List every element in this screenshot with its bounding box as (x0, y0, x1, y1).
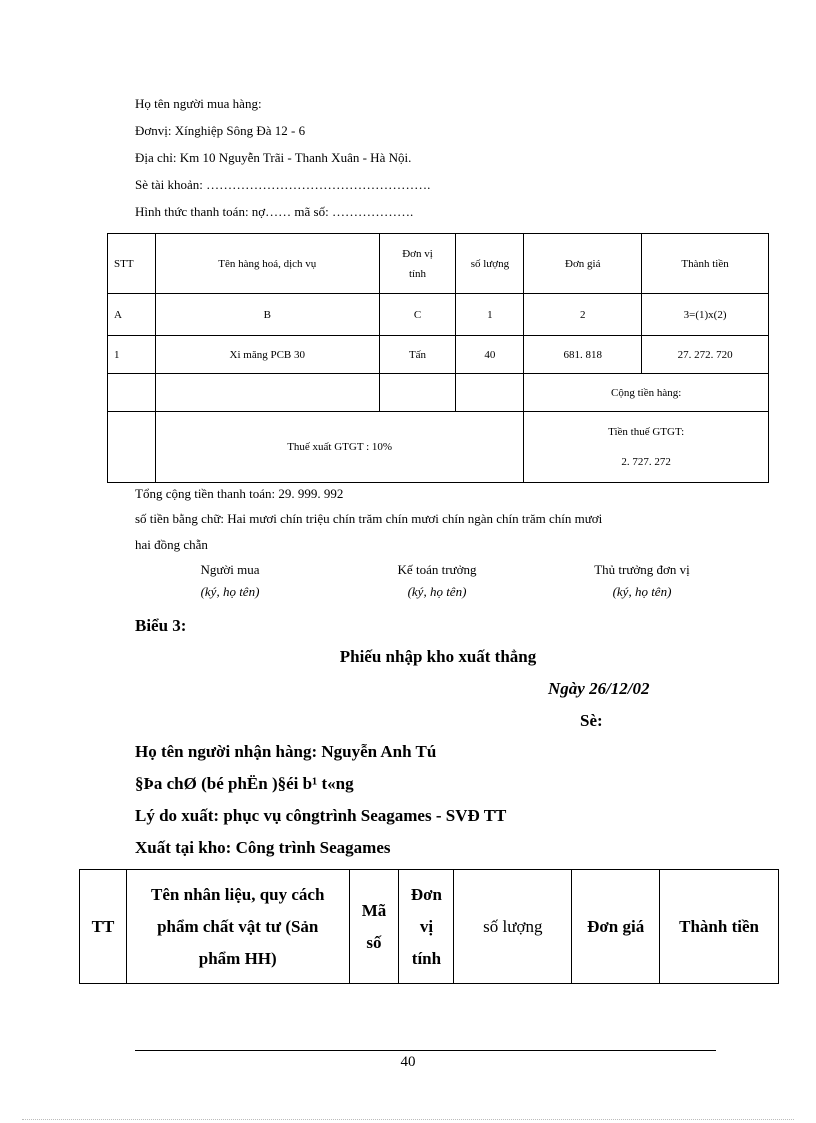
signature-note: (ký, họ tên) (407, 584, 467, 599)
receipt-date: Ngày 26/12/02 (548, 679, 650, 698)
signature-note: (ký, họ tên) (612, 584, 672, 599)
table-header-row (80, 870, 779, 984)
receipt-title: Phiếu nhập kho xuất thẳng (339, 647, 537, 666)
account-line: Sè tài khoản: ……………………………………………. (135, 177, 431, 192)
header-unit-line: tính (411, 948, 442, 968)
department-line: §Þa chØ (bé phËn )§éi b¹ t«ng (135, 774, 354, 793)
header-code-line: Mã (361, 900, 387, 920)
code-a: A (108, 294, 156, 336)
header-quantity: số lượng (454, 870, 572, 984)
signature-chief-accountant (362, 562, 512, 600)
vat-value: 2. 727. 272 (621, 456, 671, 468)
buyer-name-line: Họ tên người mua hàng: (135, 96, 262, 111)
header-stt: STT (108, 234, 156, 294)
table-header-row (108, 234, 769, 294)
signature-note: (ký, họ tên) (200, 584, 260, 599)
header-tt: TT (80, 870, 127, 984)
table-row (108, 412, 769, 483)
header-unit-line1: Đơn vị (402, 247, 433, 260)
header-material-name-line: phẩm HH) (198, 948, 277, 968)
code-3: 3=(1)x(2) (642, 294, 769, 336)
header-unit-price: Đơn giá (572, 870, 660, 984)
code-b: B (155, 294, 379, 336)
unit-line: Đơnvị: Xínghiệp Sông Đà 12 - 6 (135, 123, 306, 138)
header-unit-line: vị (419, 916, 434, 936)
header-material-name-line: Tên nhân liệu, quy cách (151, 884, 325, 904)
header-amount: Thành tiền (642, 234, 769, 294)
vat-rate: Thuế xuất GTGT : 10% (155, 412, 523, 483)
header-amount: Thành tiền (660, 870, 779, 984)
payment-line: Hình thức thanh toán: nợ…… mã số: ………………. (135, 204, 414, 219)
amount-in-words-2: hai đồng chẵn (135, 537, 208, 552)
signature-buyer (160, 562, 300, 600)
signature-role: Kế toán trưởng (397, 562, 477, 577)
total-payment: Tổng cộng tiền thanh toán: 29. 999. 992 (135, 486, 344, 501)
code-c: C (379, 294, 456, 336)
header-material-name-line: phẩm chất vật tư (Sản (157, 916, 319, 936)
signature-role: Thủ trưởng đơn vị (594, 562, 690, 577)
receiver-line: Họ tên người nhận hàng: Nguyễn Anh Tú (135, 742, 437, 761)
header-unit (379, 234, 456, 294)
item-amount: 27. 272. 720 (642, 336, 769, 374)
page-number: 40 (400, 1054, 416, 1070)
header-unit-line2: tính (408, 267, 427, 280)
header-material-name (126, 870, 349, 984)
code-2: 2 (524, 294, 642, 336)
item-unit-price: 681. 818 (524, 336, 642, 374)
header-code (349, 870, 399, 984)
appendix-label: Biểu 3: (135, 616, 187, 635)
receipt-number: Sè: (580, 711, 603, 730)
invoice-table (107, 233, 769, 483)
table-row (108, 374, 769, 412)
page-edge-divider (22, 1119, 794, 1120)
header-unit-price: Đơn giá (524, 234, 642, 294)
vat-label: Tiền thuế GTGT: (608, 426, 685, 438)
header-code-line: số (366, 932, 382, 952)
item-quantity: 40 (456, 336, 524, 374)
header-item-name: Tên hàng hoá, dịch vụ (155, 234, 379, 294)
vat-cell (524, 412, 769, 483)
warehouse-line: Xuất tại kho: Công trình Seagames (135, 838, 391, 857)
subtotal-label: Cộng tiền hàng: (524, 374, 769, 412)
amount-in-words-1: số tiền bằng chữ: Hai mươi chín triệu chín trăm chín mươi chín ngàn chín trăm chín mươi (135, 511, 603, 526)
address-line: Địa chỉ: Km 10 Nguyễn Trãi - Thanh Xuân - Hà Nội. (135, 150, 412, 165)
signature-head-of-unit (567, 562, 717, 600)
item-unit: Tấn (379, 336, 456, 374)
footer-rule (135, 1050, 716, 1051)
table-row (108, 294, 769, 336)
item-stt: 1 (108, 336, 156, 374)
table-row (108, 336, 769, 374)
code-1: 1 (456, 294, 524, 336)
header-quantity: số lượng (456, 234, 524, 294)
header-unit-line: Đơn (410, 884, 443, 904)
signature-role: Người mua (200, 562, 260, 577)
reason-line: Lý do xuất: phục vụ côngtrình Seagames - SVĐ TT (135, 806, 507, 825)
item-name: Xi măng PCB 30 (155, 336, 379, 374)
header-unit (399, 870, 454, 984)
receipt-table (79, 869, 779, 984)
